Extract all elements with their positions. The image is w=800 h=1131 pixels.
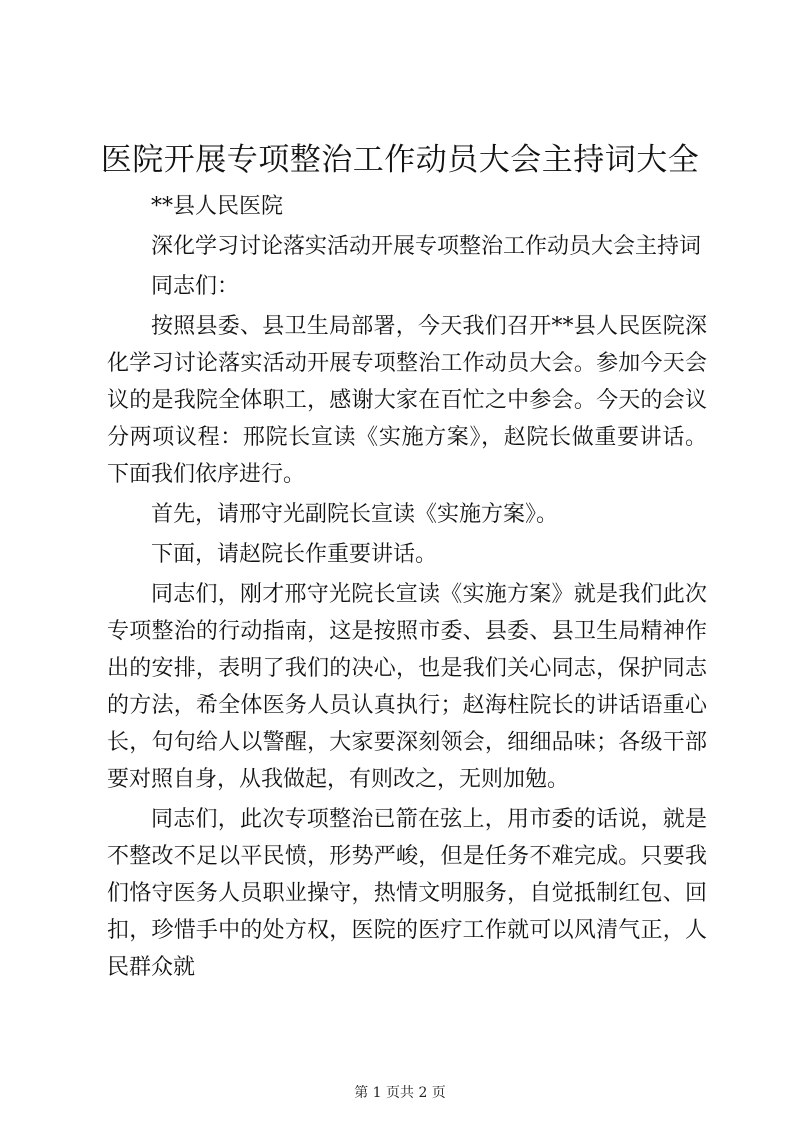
page-total: 共 2 页 (400, 1085, 446, 1101)
page-footer (0, 1083, 800, 1103)
page-number: 第 1 页 (354, 1085, 400, 1101)
paragraph-organization: **县人民医院 (151, 194, 284, 219)
paragraph-salutation: 同志们： (151, 274, 240, 299)
paragraph-closing: 同志们，此次专项整治已箭在弦上，用市委的话说，就是不整改不足以平民愤，形势严峻，但是任务不难完成。只要我们恪守医务人员职业操守，热情文明服务，自觉抵制红包、回扣，珍惜手中的处方权，医院的医疗工作就可以风清气正，人民群众就 (107, 807, 707, 980)
document-body (107, 188, 707, 989)
paragraph-first-agenda: 首先，请邢守光副院长宣读《实施方案》。 (151, 502, 559, 527)
paragraph-subtitle: 深化学习讨论落实活动开展专项整治工作动员大会主持词 (151, 234, 702, 259)
paragraph-second-agenda: 下面，请赵院长作重要讲话。 (151, 542, 438, 567)
paragraph-summary: 同志们，刚才邢守光院长宣读《实施方案》就是我们此次专项整治的行动指南，这是按照市委、县委、县卫生局精神作出的安排，表明了我们的决心，也是我们关心同志，保护同志的方法，希全体医务人员认真执行；赵海柱院长的讲话语重心长，句句给人以警醒，大家要深刻领会，细细品味；各级干部要对照自身，从我做起，有则改之，无则加勉。 (107, 582, 707, 792)
document-title: 医院开展专项整治工作动员大会主持词大全 (100, 142, 700, 178)
paragraph-opening: 按照县委、县卫生局部署，今天我们召开**县人民医院深化学习讨论落实活动开展专项整治工作动员大会。参加今天会议的是我院全体职工，感谢大家在百忙之中参会。今天的会议分两项议程：邢院长宣读《实施方案》，赵院长做重要讲话。下面我们依序进行。 (107, 314, 707, 487)
